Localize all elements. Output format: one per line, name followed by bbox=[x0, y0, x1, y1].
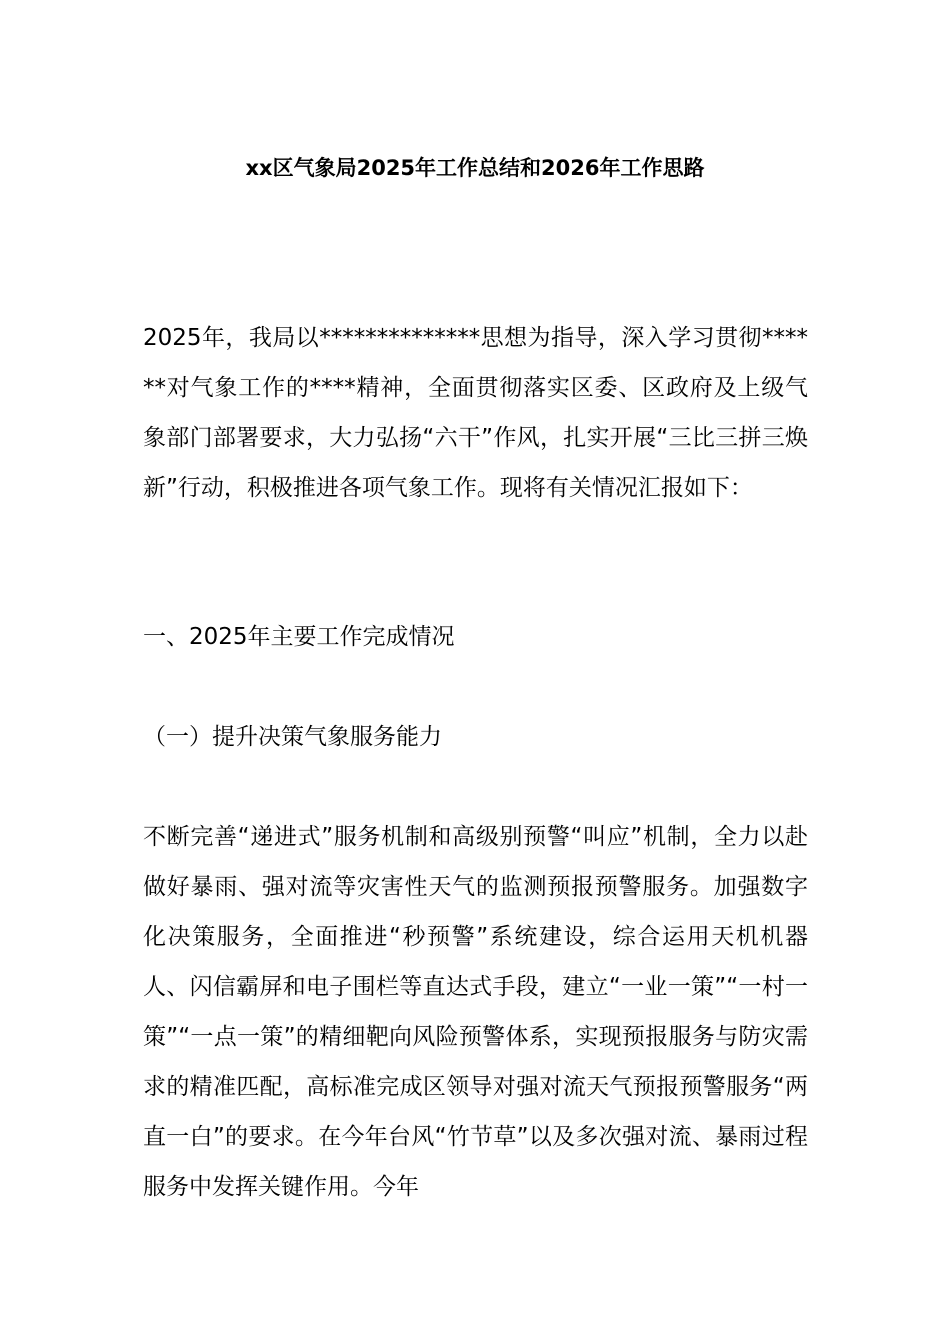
subsection-heading: （一）提升决策气象服务能力 bbox=[143, 724, 442, 750]
body-paragraph: 不断完善“递进式”服务机制和高级别预警“叫应”机制，全力以赴做好暴雨、强对流等灾害性天气的监测预报预警服务。加强数字化决策服务，全面推进“秒预警”系统建设，综合运用天机机器人、闪信霸屏和电子围栏等直达式手段，建立“一业一策”“一村一策”“一点一策”的精细靶向风险预警体系，实现预报服务与防灾需求的精准匹配，高标准完成区领导对强对流天气预报预警服务“两直一白”的要求。在今年台风“竹节草”以及多次强对流、暴雨过程服务中发挥关键作用。今年 bbox=[143, 824, 808, 1200]
section-heading: 一、2025年主要工作完成情况 bbox=[143, 624, 455, 650]
document-title: xx区气象局2025年工作总结和2026年工作思路 bbox=[245, 156, 705, 180]
intro-paragraph: 2025年，我局以**************思想为指导，深入学习贯彻******对气象工作的****精神，全面贯彻落实区委、区政府及上级气象部门部署要求，大力弘扬“六干”作风，扎实开展“三比三拼三焕新”行动，积极推进各项气象工作。现将有关情况汇报如下： bbox=[143, 325, 808, 501]
